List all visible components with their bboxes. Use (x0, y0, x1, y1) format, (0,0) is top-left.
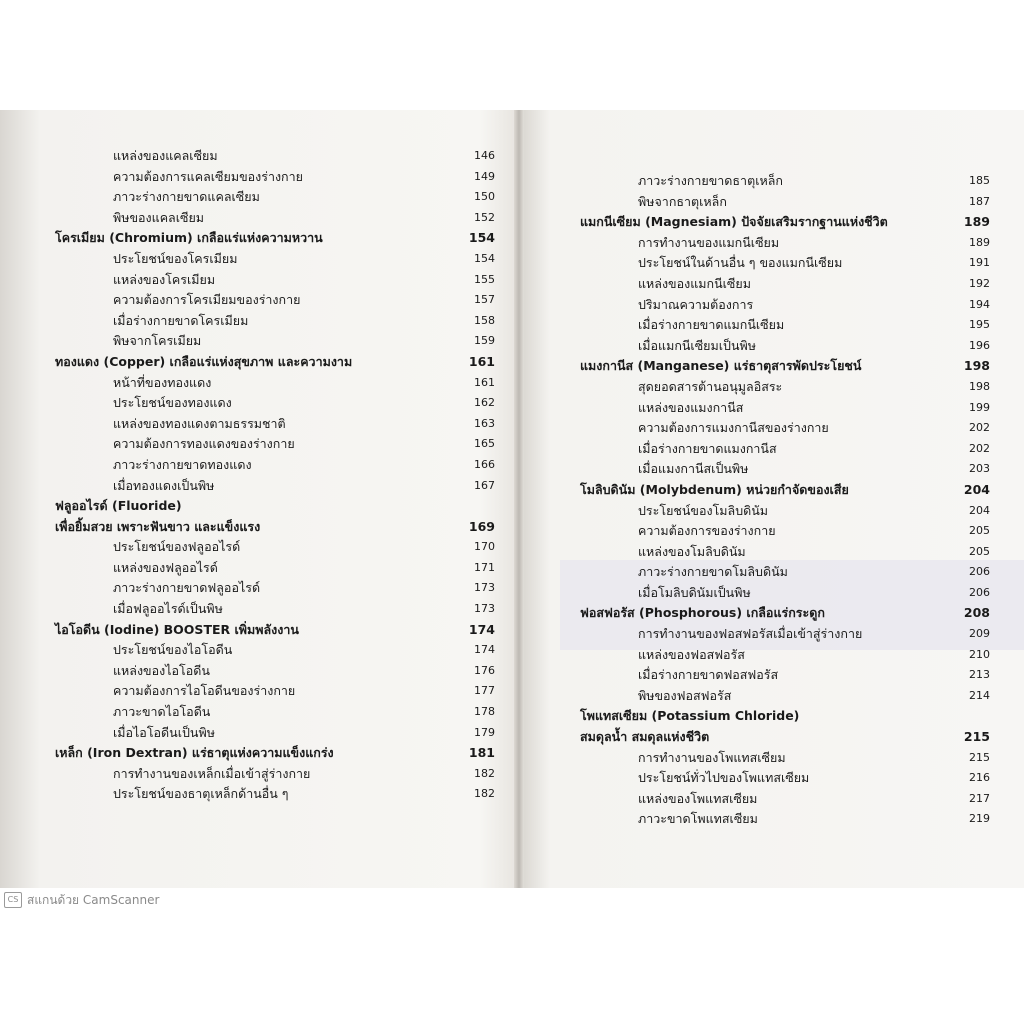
toc-entry-title: เมื่อร่างกายขาดแมกนีเซียม (638, 317, 785, 333)
toc-section-entry (55, 764, 495, 785)
toc-entry-title: แหล่งของแคลเซียม (113, 148, 218, 163)
toc-page-number: 157 (474, 293, 495, 307)
toc-page-number: 206 (969, 565, 990, 579)
toc-page-number: 219 (969, 812, 990, 826)
toc-page-number: 187 (969, 194, 990, 208)
toc-section-entry (55, 558, 495, 579)
toc-entry-title: เมื่อฟลูออไรด์เป็นพิษ (113, 601, 223, 617)
toc-page-number: 176 (474, 663, 495, 677)
toc-page-number: 192 (969, 276, 990, 290)
toc-entry-title: ความต้องการแมงกานีสของร่างกาย (638, 420, 829, 436)
toc-page-number: 208 (963, 605, 990, 621)
toc-page-number: 154 (468, 230, 495, 246)
toc-page-number: 173 (474, 581, 495, 595)
toc-entry-title: เหล็ก (Iron Dextran) แร่ธาตุแห่งความแข็งแกร่ง (55, 745, 334, 761)
toc-section-entry (55, 270, 495, 291)
toc-page-number: 203 (969, 462, 990, 476)
toc-page-number: 205 (969, 544, 990, 558)
toc-entry-title: ความต้องการแคลเซียมของร่างกาย (113, 168, 303, 184)
toc-section-entry (580, 748, 990, 769)
toc-page-number: 149 (474, 169, 495, 183)
toc-chapter-entry (580, 706, 990, 727)
toc-entry-title: เพื่อยิ้มสวย เพราะฟันขาว และแข็งแรง (55, 518, 261, 534)
toc-section-entry (55, 373, 495, 394)
toc-chapter-entry (55, 352, 495, 373)
toc-entry-title: แหล่งของฟลูออไรด์ (113, 559, 218, 575)
toc-page-number: 169 (468, 518, 495, 534)
toc-section-entry (55, 661, 495, 682)
toc-section-entry (580, 665, 990, 686)
toc-page-number: 217 (969, 791, 990, 805)
toc-page-number: 209 (969, 627, 990, 641)
toc-chapter-entry (55, 620, 495, 641)
toc-chapter-entry (580, 727, 990, 748)
toc-entry-title: เมื่อแมกนีเซียมเป็นพิษ (638, 337, 756, 353)
toc-entry-title: ภาวะร่างกายขาดโมลิบดินัม (638, 564, 788, 580)
toc-entry-title: ประโยชน์ของธาตุเหล็กด้านอื่น ๆ (113, 786, 289, 802)
toc-page-number: 191 (969, 256, 990, 270)
toc-entry-title: ภาวะขาดโพแทสเซียม (638, 811, 758, 827)
toc-entry-title: เมื่อร่างกายขาดฟอสฟอรัส (638, 667, 779, 683)
toc-entry-title: ความต้องการโครเมียมของร่างกาย (113, 292, 301, 308)
toc-chapter-entry (55, 517, 495, 538)
toc-entry-title: พิษจากโครเมียม (113, 333, 202, 349)
toc-section-entry (55, 414, 495, 435)
toc-section-entry (55, 290, 495, 311)
toc-entry-title: แหล่งของแมงกานีส (638, 399, 744, 415)
toc-page-number: 166 (474, 457, 495, 471)
toc-section-entry (580, 192, 990, 213)
toc-page-number: 198 (969, 379, 990, 393)
toc-chapter-entry (55, 496, 495, 517)
toc-page-number: 146 (474, 149, 495, 162)
toc-page-number: 216 (969, 771, 990, 785)
toc-entry-title: แหล่งของโครเมียม (113, 271, 216, 287)
toc-page-number: 158 (474, 313, 495, 327)
toc-entry-title: การทำงานของแมกนีเซียม (638, 234, 780, 250)
toc-page-number: 161 (474, 375, 495, 389)
toc-chapter-entry (580, 212, 990, 233)
toc-entry-title: การทำงานของเหล็กเมื่อเข้าสู่ร่างกาย (113, 765, 311, 781)
toc-page-number: 202 (969, 441, 990, 455)
toc-entry-title: ภาวะขาดไอโอดีน (113, 704, 211, 720)
toc-page-number: 159 (474, 334, 495, 348)
toc-entry-title: โครเมียม (Chromium) เกลือแร่แห่งความหวาน (55, 230, 323, 246)
toc-section-entry (580, 521, 990, 542)
toc-page-number: 204 (969, 503, 990, 517)
toc-section-entry (55, 146, 495, 167)
toc-section-entry (55, 393, 495, 414)
toc-entry-title: โพแทสเซียม (Potassium Chloride) (580, 708, 800, 724)
toc-page-number: 196 (969, 338, 990, 352)
toc-page-number: 210 (969, 647, 990, 661)
toc-entry-title: ไอโอดีน (Iodine) BOOSTER เพิ่มพลังงาน (55, 621, 299, 637)
toc-section-entry (55, 434, 495, 455)
toc-section-entry (580, 171, 990, 192)
toc-entry-title: แหล่งของทองแดงตามธรรมชาติ (113, 415, 286, 431)
toc-entry-title: ภาวะร่างกายขาดธาตุเหล็ก (638, 173, 783, 188)
toc-section-entry (580, 562, 990, 583)
toc-section-entry (55, 578, 495, 599)
toc-entry-title: แหล่งของแมกนีเซียม (638, 275, 751, 291)
toc-page-number: 215 (969, 750, 990, 764)
toc-chapter-entry (580, 480, 990, 501)
toc-section-entry (580, 233, 990, 254)
toc-section-entry (55, 476, 495, 497)
toc-page-number: 189 (963, 214, 990, 230)
toc-page-number: 177 (474, 684, 495, 698)
toc-entry-title: ปริมาณความต้องการ (638, 296, 754, 312)
toc-entry-title: ความต้องการไอโอดีนของร่างกาย (113, 683, 296, 699)
toc-section-entry (55, 681, 495, 702)
toc-entry-title: ประโยชน์ของโครเมียม (113, 250, 238, 266)
toc-page-number: 150 (474, 190, 495, 204)
watermark-text: สแกนด้วย CamScanner (27, 892, 160, 907)
toc-section-entry (55, 537, 495, 558)
toc-entry-title: การทำงานของโพแทสเซียม (638, 749, 786, 765)
toc-section-entry (55, 311, 495, 332)
toc-section-entry (580, 789, 990, 810)
toc-entry-title: ภาวะร่างกายขาดทองแดง (113, 456, 252, 472)
toc-section-entry (580, 315, 990, 336)
toc-entry-title: แมงกานีส (Manganese) แร่ธาตุสารพัดประโยชน์ (580, 358, 862, 374)
toc-chapter-entry (55, 228, 495, 249)
toc-page-number: 189 (969, 235, 990, 249)
toc-page-number: 165 (474, 437, 495, 451)
toc-section-entry (580, 336, 990, 357)
toc-entry-title: พิษจากธาตุเหล็ก (638, 193, 727, 209)
toc-entry-title: ประโยชน์ของทองแดง (113, 395, 232, 411)
toc-section-entry (55, 599, 495, 620)
toc-section-entry (580, 274, 990, 295)
toc-page-number: 194 (969, 297, 990, 311)
toc-page-number: 215 (963, 729, 990, 745)
camscanner-logo-icon: CS (4, 892, 22, 908)
toc-entry-title: เมื่อแมงกานีสเป็นพิษ (638, 461, 749, 477)
toc-page-number: 178 (474, 705, 495, 719)
toc-chapter-entry (55, 743, 495, 764)
toc-entry-title: เมื่อไอโอดีนเป็นพิษ (113, 724, 215, 740)
toc-page-number: 171 (474, 560, 495, 574)
toc-page-number: 204 (963, 481, 990, 497)
toc-section-entry (580, 377, 990, 398)
toc-page-number: 155 (474, 272, 495, 286)
toc-entry-title: พิษของแคลเซียม (113, 209, 205, 225)
toc-chapter-entry (580, 356, 990, 377)
toc-entry-title: สมดุลน้ำ สมดุลแห่งชีวิต (580, 729, 710, 745)
toc-section-entry (55, 167, 495, 188)
toc-entry-title: ประโยชน์ของไอโอดีน (113, 642, 233, 658)
toc-section-entry (55, 208, 495, 229)
toc-page-number: 181 (468, 745, 495, 761)
toc-section-entry (580, 645, 990, 666)
toc-page-number: 179 (474, 725, 495, 739)
book-gutter (514, 110, 524, 888)
toc-entry-title: แหล่งของโมลิบดินัม (638, 543, 746, 559)
toc-page-number: 195 (969, 318, 990, 332)
toc-entry-title: พิษของฟอสฟอรัส (638, 687, 732, 703)
toc-page-number: 213 (969, 668, 990, 682)
toc-entry-title: แมกนีเซียม (Magnesiam) ปัจจัยเสริมรากฐานแห่งชีวิต (580, 214, 888, 230)
toc-entry-title: ประโยชน์ของฟลูออไรด์ (113, 539, 241, 555)
toc-entry-title: ประโยชน์ทั่วไปของโพแทสเซียม (638, 770, 810, 786)
toc-right-column (580, 171, 990, 830)
toc-entry-title: ฟลูออไรด์ (Fluoride) (55, 498, 182, 514)
toc-page-number: 154 (474, 251, 495, 265)
toc-page-number: 198 (963, 358, 990, 374)
toc-chapter-entry (580, 603, 990, 624)
toc-entry-title: เมื่อร่างกายขาดแมงกานีส (638, 440, 777, 456)
toc-page-number: 162 (474, 396, 495, 410)
toc-section-entry (580, 542, 990, 563)
toc-page-number: 182 (474, 766, 495, 780)
toc-entry-title: แหล่งของโพแทสเซียม (638, 790, 758, 806)
toc-entry-title: ประโยชน์ของโมลิบดินัม (638, 502, 769, 518)
toc-section-entry (580, 295, 990, 316)
toc-section-entry (580, 398, 990, 419)
toc-entry-title: ทองแดง (Copper) เกลือแร่แห่งสุขภาพ และความงาม (55, 353, 353, 369)
toc-entry-title: ความต้องการทองแดงของร่างกาย (113, 436, 295, 452)
toc-page-number: 170 (474, 540, 495, 554)
toc-entry-title: เมื่อทองแดงเป็นพิษ (113, 477, 215, 493)
toc-section-entry (55, 249, 495, 270)
toc-entry-title: เมื่อร่างกายขาดโครเมียม (113, 312, 249, 328)
toc-page-number: 161 (468, 353, 495, 369)
toc-section-entry (580, 686, 990, 707)
toc-page-number: 206 (969, 585, 990, 599)
toc-entry-title: แหล่งของไอโอดีน (113, 662, 210, 678)
toc-entry-title: ประโยชน์ในด้านอื่น ๆ ของแมกนีเซียม (638, 255, 843, 271)
toc-section-entry (55, 455, 495, 476)
toc-page-number: 214 (969, 688, 990, 702)
toc-section-entry (580, 768, 990, 789)
toc-section-entry (55, 784, 495, 805)
toc-section-entry (580, 583, 990, 604)
toc-left-column (55, 146, 495, 805)
toc-page-number: 163 (474, 416, 495, 430)
toc-page-number: 174 (474, 643, 495, 657)
toc-section-entry (580, 418, 990, 439)
toc-page-number: 167 (474, 478, 495, 492)
toc-section-entry (580, 439, 990, 460)
toc-page-number: 173 (474, 602, 495, 616)
toc-entry-title: ฟอสฟอรัส (Phosphorous) เกลือแร่กระดูก (580, 605, 825, 621)
toc-section-entry (55, 187, 495, 208)
toc-entry-title: ภาวะร่างกายขาดแคลเซียม (113, 189, 260, 205)
toc-page-number: 185 (969, 174, 990, 187)
toc-section-entry (580, 501, 990, 522)
toc-page-number: 152 (474, 210, 495, 224)
toc-page-number: 205 (969, 524, 990, 538)
toc-section-entry (580, 624, 990, 645)
scanner-watermark (4, 890, 159, 910)
toc-section-entry (55, 723, 495, 744)
toc-page-number: 182 (474, 787, 495, 801)
toc-entry-title: การทำงานของฟอสฟอรัสเมื่อเข้าสู่ร่างกาย (638, 626, 863, 642)
toc-page-number: 199 (969, 400, 990, 414)
toc-entry-title: หน้าที่ของทองแดง (113, 374, 212, 390)
toc-entry-title: แหล่งของฟอสฟอรัส (638, 646, 745, 662)
toc-entry-title: โมลิบดินัม (Molybdenum) หน่วยกำจัดของเสีย (580, 481, 849, 497)
toc-entry-title: สุดยอดสารต้านอนุมูลอิสระ (638, 378, 783, 394)
toc-section-entry (580, 809, 990, 830)
toc-entry-title: เมื่อโมลิบดินัมเป็นพิษ (638, 584, 751, 600)
toc-entry-title: ภาวะร่างกายขาดฟลูออไรด์ (113, 580, 261, 596)
toc-page-number: 174 (468, 621, 495, 637)
toc-section-entry (55, 640, 495, 661)
toc-section-entry (55, 702, 495, 723)
toc-page-number: 202 (969, 421, 990, 435)
toc-section-entry (580, 459, 990, 480)
toc-section-entry (55, 331, 495, 352)
toc-entry-title: ความต้องการของร่างกาย (638, 523, 776, 539)
toc-section-entry (580, 253, 990, 274)
